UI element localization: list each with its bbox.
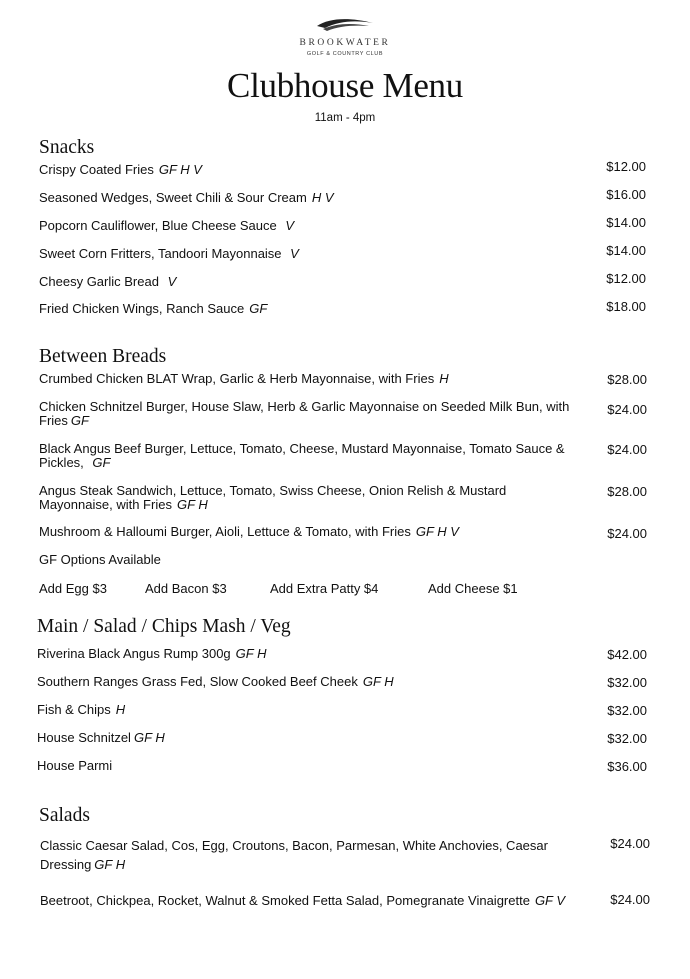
item-name-continued: Pickles, [39,455,84,470]
menu-item [37,675,394,689]
menu-item [37,759,112,773]
extra-add-egg: Add Egg $3 [39,581,107,596]
logo-brand-text: BROOKWATER [299,38,391,48]
item-name: Angus Steak Sandwich, Lettuce, Tomato, Swiss Cheese, Onion Relish & Mustard [39,483,507,498]
item-name: Riverina Black Angus Rump 300g [37,646,231,661]
item-tags: GF H [176,497,208,512]
section-heading-main: Main / Salad / Chips Mash / Veg [37,616,291,637]
menu-item [39,219,294,233]
extra-add-cheese: Add Cheese $1 [428,581,518,596]
logo-sub-text: GOLF & COUNTRY CLUB [306,51,384,57]
item-name: Crumbed Chicken BLAT Wrap, Garlic & Herb Mayonnaise, with Fries [39,371,435,386]
item-price: $24.00 [607,402,647,417]
item-tags: GF [88,455,111,470]
menu-item [39,372,449,386]
item-name: Black Angus Beef Burger, Lettuce, Tomato, Cheese, Mustard Mayonnaise, Tomato Sauce & [39,441,565,456]
section-heading-between-breads: Between Breads [39,346,167,367]
section-heading-snacks: Snacks [39,137,95,158]
menu-item [39,484,506,512]
item-name: Chicken Schnitzel Burger, House Slaw, Herb & Garlic Mayonnaise on Seeded Milk Bun, with [39,399,570,414]
item-tags: V [286,246,299,261]
item-price: $28.00 [607,484,647,499]
item-name: Fish & Chips [37,702,111,717]
menu-item [39,247,299,261]
item-tags: GF H [94,857,126,872]
club-logo [0,18,690,57]
menu-item [37,647,267,661]
item-price: $32.00 [607,703,647,718]
item-tags: GF H V [415,524,459,539]
section-heading-salads: Salads [39,805,90,826]
item-name: House Schnitzel [37,730,131,745]
item-tags: GF H V [158,162,202,177]
item-tags: V [163,274,177,289]
item-name: Beetroot, Chickpea, Rocket, Walnut & Smoked Fetta Salad, Pomegranate Vinaigrette [40,893,530,908]
item-tags: H [115,702,126,717]
item-price: $24.00 [610,836,650,851]
menu-item [40,836,548,874]
menu-item [37,731,165,745]
item-price: $24.00 [607,526,647,541]
item-name: Seasoned Wedges, Sweet Chili & Sour Cream [39,190,307,205]
item-name: Crispy Coated Fries [39,162,154,177]
item-price: $28.00 [607,372,647,387]
item-name: Popcorn Cauliflower, Blue Cheese Sauce [39,218,277,233]
item-price: $24.00 [610,892,650,907]
menu-item [39,275,176,289]
item-name: Southern Ranges Grass Fed, Slow Cooked Beef Cheek [37,674,358,689]
item-name: Classic Caesar Salad, Cos, Egg, Croutons, Bacon, Parmesan, White Anchovies, Caesar [40,838,548,853]
item-price: $12.00 [606,271,646,286]
item-name-continued: Dressing [40,857,92,872]
item-name: Fried Chicken Wings, Ranch Sauce [39,301,245,316]
item-tags: GF H [133,730,165,745]
item-price: $24.00 [607,442,647,457]
item-tags: H [439,371,449,386]
menu-item [39,525,459,539]
item-name-continued: Fries [39,413,68,428]
item-price: $32.00 [607,675,647,690]
item-tags: GF V [534,893,566,908]
item-name: Sweet Corn Fritters, Tandoori Mayonnaise [39,246,282,261]
item-price: $36.00 [607,759,647,774]
item-price: $14.00 [606,243,646,258]
item-price: $42.00 [607,647,647,662]
menu-item [39,442,565,470]
item-tags: V [281,218,295,233]
item-tags: H V [311,190,334,205]
menu-item [37,703,125,717]
extra-add-patty: Add Extra Patty $4 [270,581,379,596]
item-price: $12.00 [606,159,646,174]
item-price: $14.00 [606,215,646,230]
item-price: $32.00 [607,731,647,746]
item-tags: GF [249,301,268,316]
item-tags: GF [70,413,89,428]
menu-item [39,400,569,428]
menu-item [39,163,202,177]
item-tags: GF H [362,674,394,689]
item-name: Cheesy Garlic Bread [39,274,159,289]
gf-options-note: GF Options Available [39,552,161,567]
item-price: $18.00 [606,299,646,314]
opening-hours: 11am - 4pm [314,112,376,124]
menu-item [40,894,565,908]
item-name: Mushroom & Halloumi Burger, Aioli, Lettuce & Tomato, with Fries [39,524,411,539]
item-tags: GF H [235,646,267,661]
item-name-continued: Mayonnaise, with Fries [39,497,172,512]
item-name: House Parmi [37,758,113,773]
extra-add-bacon: Add Bacon $3 [145,581,227,596]
item-price: $16.00 [606,187,646,202]
menu-item [39,191,334,205]
menu-item [39,302,267,316]
swoosh-logo-icon [315,18,375,32]
page-title: Clubhouse Menu [227,66,463,105]
